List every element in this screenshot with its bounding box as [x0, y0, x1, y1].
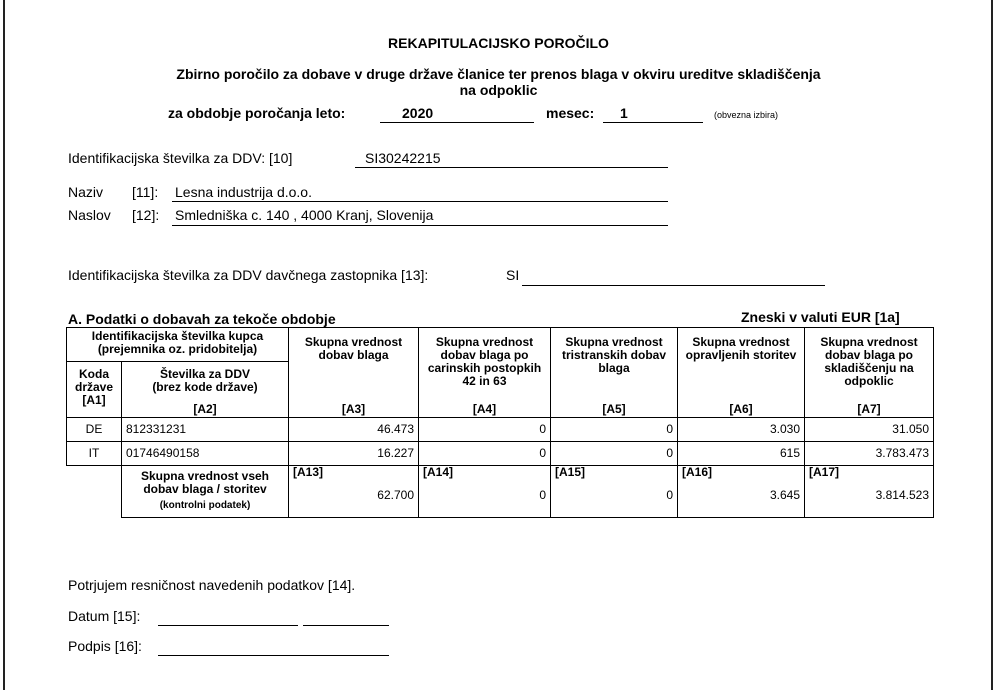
totals-empty-cell [67, 466, 122, 518]
vat-id-underline [355, 167, 668, 168]
report-title: REKAPITULACIJSKO POROČILO [388, 35, 609, 51]
col-a5-code: [A5] [602, 402, 626, 416]
total-a16-value: 3.645 [769, 488, 800, 502]
signature-field [158, 655, 389, 656]
col-a4-code: [A4] [472, 402, 497, 416]
col-a5-title: Skupna vrednost tristranskih dobav blaga [561, 335, 667, 375]
col-a4-title: Skupna vrednost dobav blaga po carinskih postopkih 42 in 63 [427, 335, 542, 388]
total-a16-code: [A16] [682, 465, 713, 479]
page-right-border [991, 0, 993, 690]
total-a16-cell [678, 466, 805, 518]
row-1-a6: 3.030 [678, 418, 805, 442]
total-a14-code: [A14] [423, 465, 454, 479]
row-1-a7: 31.050 [805, 418, 934, 442]
total-a14-value: 0 [539, 488, 546, 502]
section-title: A. Podatki o dobavah za tekoče obdobje [68, 311, 336, 327]
totals-label [122, 466, 289, 518]
col-a2-header [122, 362, 289, 418]
row-1-country: DE [67, 418, 122, 442]
address-underline [172, 225, 668, 226]
report-subtitle-line2: na odpoklic [459, 82, 538, 98]
tax-agent-label: Identifikacijska številka za DDV davčnega zastopnika [13]: [68, 267, 429, 283]
col-a7-title: Skupna vrednost dobav blaga po skladiščenju na odpoklic [820, 335, 918, 388]
total-a13-code: [A13] [293, 465, 324, 479]
year-value: 2020 [402, 105, 434, 121]
supplies-table [66, 327, 934, 518]
table-row [67, 418, 934, 442]
name-value: Lesna industrija d.o.o. [175, 184, 312, 200]
col-a7-header [805, 328, 934, 418]
address-code: [12]: [132, 207, 160, 223]
total-a13-value: 62.700 [377, 488, 414, 502]
address-value: Smledniška c. 140 , 4000 Kranj, Slovenija [175, 207, 434, 223]
total-a15-cell [551, 466, 678, 518]
month-underline [603, 122, 703, 123]
year-underline [380, 122, 534, 123]
row-1-a4: 0 [419, 418, 551, 442]
date-field-2 [303, 625, 389, 626]
name-label: Naziv [68, 184, 104, 200]
total-a17-code: [A17] [809, 465, 840, 479]
tax-agent-value: SI [506, 267, 520, 283]
period-label: za obdobje poročanja leto: [168, 105, 346, 121]
row-2-a3: 16.227 [289, 442, 419, 466]
row-2-a5: 0 [551, 442, 678, 466]
col-a7-code: [A7] [857, 402, 881, 416]
row-2-country: IT [67, 442, 122, 466]
row-2-vat: 01746490158 [122, 442, 289, 466]
confirmation-text: Potrjujem resničnost navedenih podatkov [14]. [68, 577, 356, 593]
col-a6-header [678, 328, 805, 418]
col-a5-header [551, 328, 678, 418]
table-row [67, 442, 934, 466]
currency-note: Zneski v valuti EUR [1a] [741, 309, 900, 325]
vat-id-value: SI30242215 [365, 150, 441, 166]
col-a3-title: Skupna vrednost dobav blaga [304, 335, 403, 362]
total-a13-cell [289, 466, 419, 518]
col-a1-header: Koda države [A1] [67, 362, 122, 418]
total-a14-cell [419, 466, 551, 518]
tax-agent-underline [522, 285, 825, 286]
address-label: Naslov [68, 207, 111, 223]
col-a2-code: [A2] [193, 402, 217, 416]
col-a2-subtitle: (brez kode države) [152, 380, 258, 394]
row-1-a3: 46.473 [289, 418, 419, 442]
row-2-a7: 3.783.473 [805, 442, 934, 466]
col-a3-header [289, 328, 419, 418]
month-value: 1 [620, 105, 628, 121]
buyer-id-header: Identifikacijska številka kupca (prejemnika oz. pridobitelja) [67, 328, 289, 362]
totals-label-line1: Skupna vrednost vseh [140, 469, 270, 483]
row-1-vat: 812331231 [122, 418, 289, 442]
total-a17-value: 3.814.523 [875, 488, 929, 502]
name-code: [11]: [132, 184, 159, 200]
totals-label-note: (kontrolni podatek) [159, 500, 251, 511]
page-left-border [3, 0, 5, 690]
month-label: mesec: [546, 105, 595, 121]
vat-id-label: Identifikacijska številka za DDV: [10] [68, 150, 293, 166]
total-a15-code: [A15] [555, 465, 586, 479]
col-a3-code: [A3] [341, 402, 366, 416]
row-2-a4: 0 [419, 442, 551, 466]
totals-label-line2: dobav blaga / storitev [143, 482, 267, 496]
mandatory-note: (obvezna izbira) [714, 110, 779, 120]
name-underline [172, 201, 668, 202]
col-a2-title: Številka za DDV [159, 367, 251, 381]
row-1-a5: 0 [551, 418, 678, 442]
col-a6-code: [A6] [729, 402, 753, 416]
totals-row [67, 466, 934, 518]
report-subtitle-line1: Zbirno poročilo za dobave v druge države članice ter prenos blaga v okviru ureditve skladiščenja [176, 66, 821, 82]
date-label: Datum [15]: [68, 608, 141, 624]
total-a17-cell [805, 466, 934, 518]
col-a4-header [419, 328, 551, 418]
date-field-1 [158, 625, 298, 626]
row-2-a6: 615 [678, 442, 805, 466]
total-a15-value: 0 [666, 488, 673, 502]
col-a6-title: Skupna vrednost opravljenih storitev [685, 335, 797, 362]
signature-label: Podpis [16]: [68, 638, 142, 654]
